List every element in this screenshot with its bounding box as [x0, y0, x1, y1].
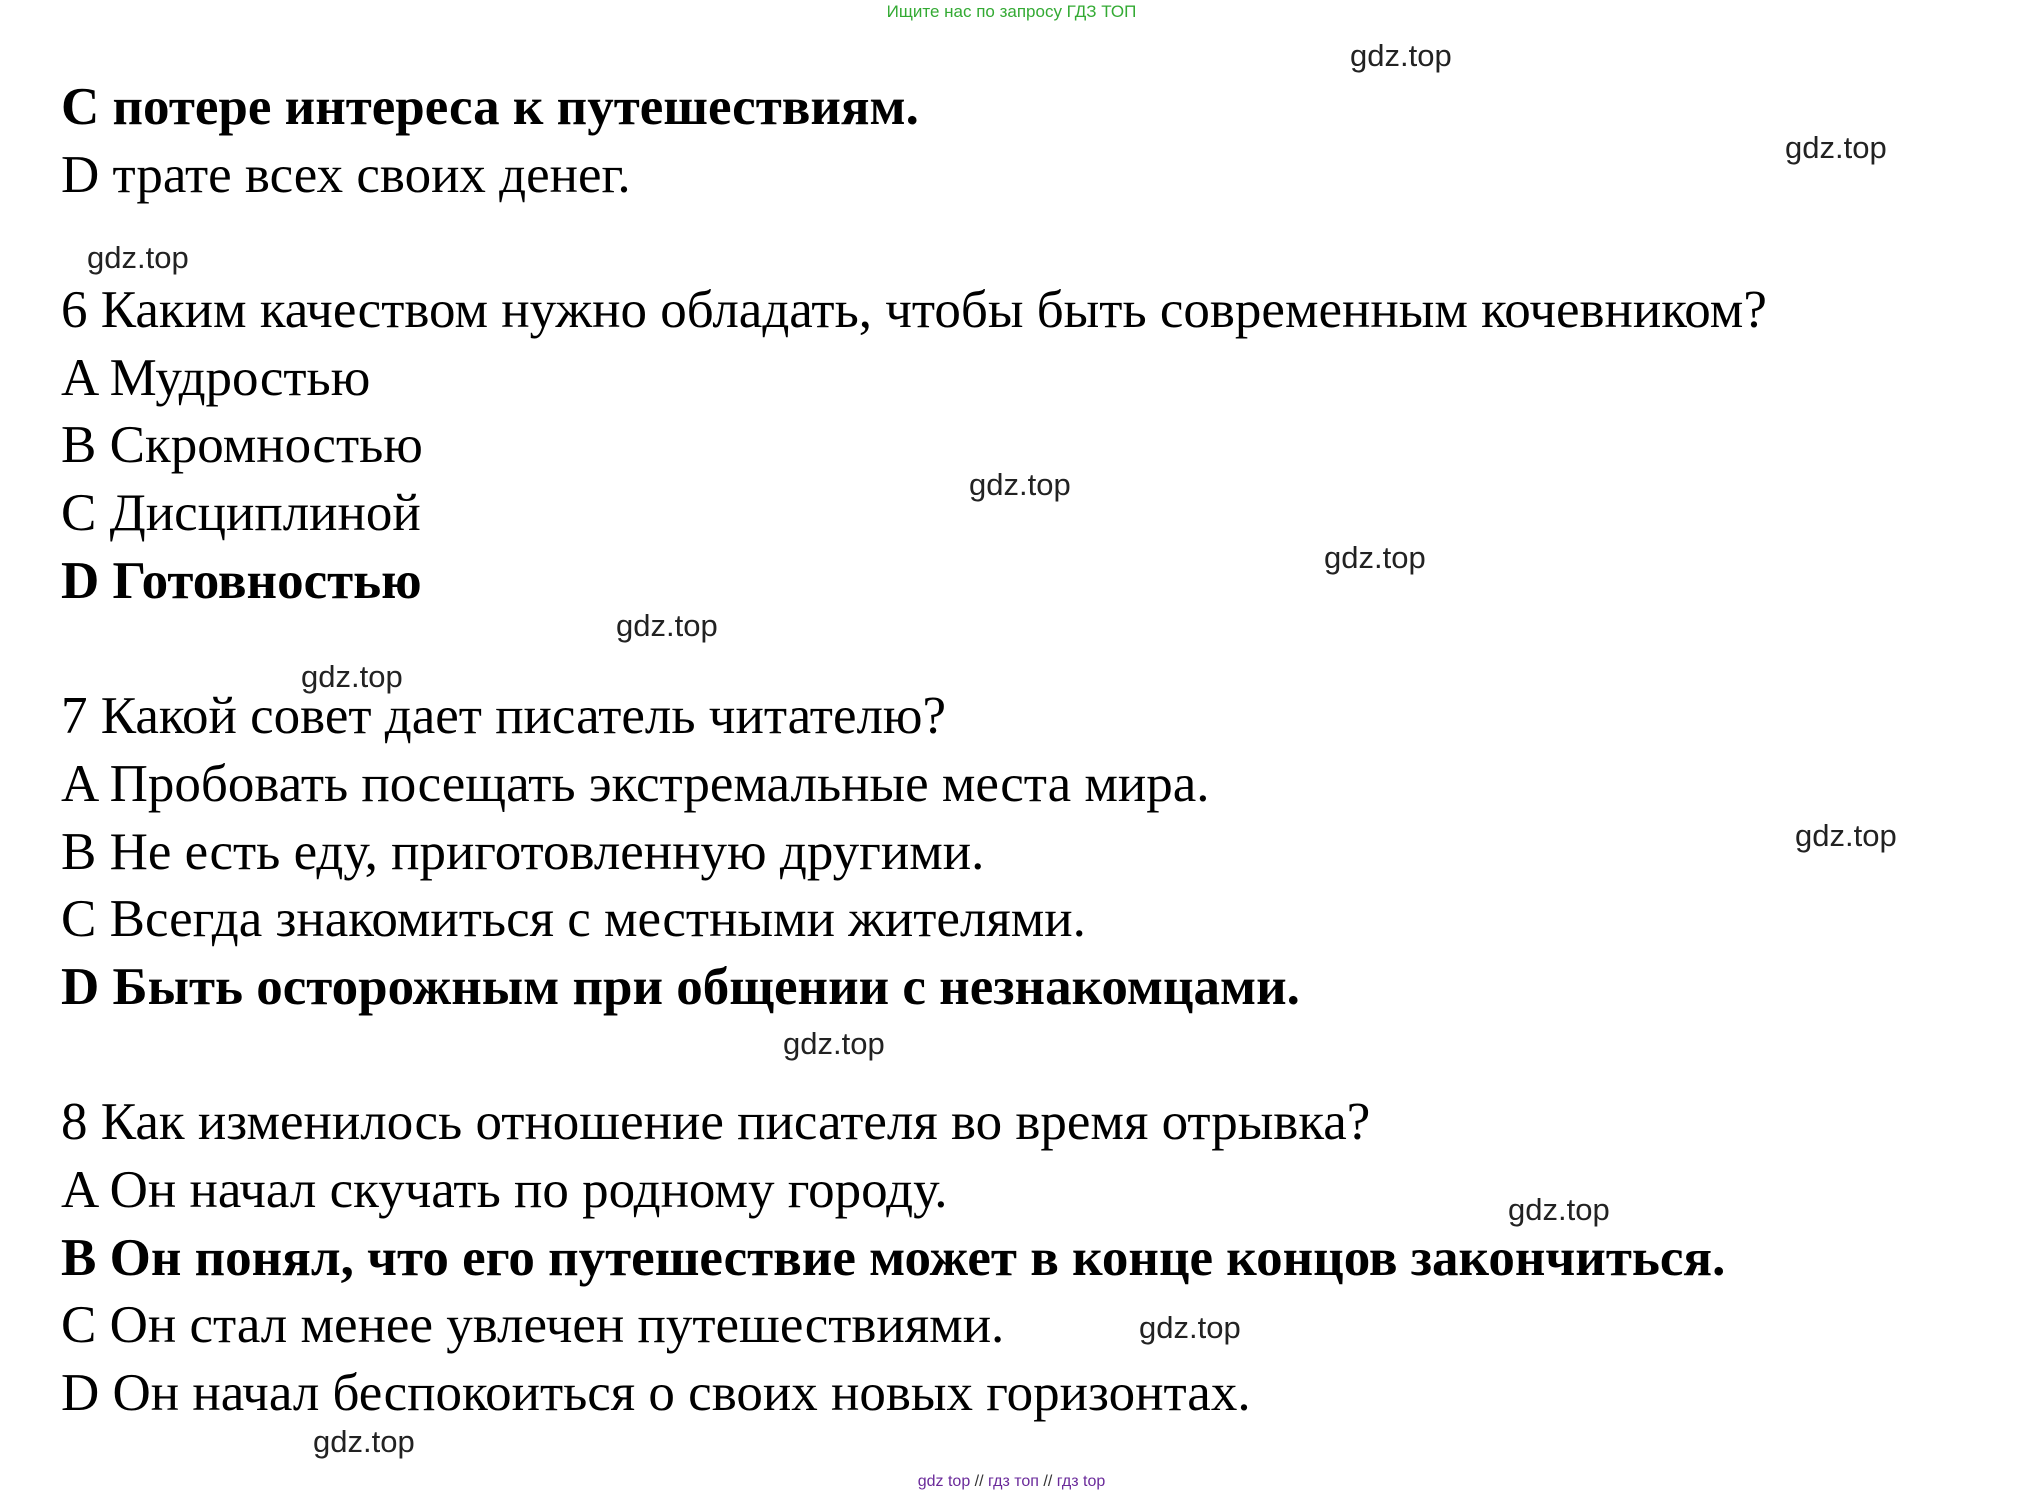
answer-line-q7-a: A Пробовать посещать экстремальные места мира. [61, 755, 1210, 813]
footer-separator: // [1043, 1473, 1053, 1490]
answer-line-q5-c: C потере интереса к путешествиям. [61, 78, 919, 136]
watermark: gdz.top [313, 1424, 415, 1459]
answer-line-q5-d: D трате всех своих денег. [61, 146, 631, 204]
answer-line-q7-c: C Всегда знакомиться с местными жителями. [61, 890, 1086, 948]
watermark: gdz.top [1795, 818, 1897, 853]
footer-separator: // [974, 1473, 984, 1490]
watermark: gdz.top [1350, 38, 1452, 73]
watermark: gdz.top [1508, 1192, 1610, 1227]
footer-link-gdz-top-mixed[interactable]: гдз top [1056, 1473, 1106, 1490]
watermark: gdz.top [969, 467, 1071, 502]
watermark: gdz.top [301, 659, 403, 694]
footer-link-gdz-top[interactable]: gdz top [917, 1473, 971, 1490]
watermark: gdz.top [1139, 1310, 1241, 1345]
answer-line-q8-c: C Он стал менее увлечен путешествиями. [61, 1296, 1005, 1354]
answer-line-q6-b: B Скромностью [61, 416, 423, 474]
answer-line-q6-d: D Готовностью [61, 552, 422, 610]
question-8: 8 Как изменилось отношение писателя во время отрывка? [61, 1093, 1371, 1151]
answer-line-q8-b: B Он понял, что его путешествие может в конце концов закончиться. [61, 1229, 1726, 1287]
answer-line-q7-b: B Не есть еду, приготовленную другими. [61, 823, 985, 881]
watermark: gdz.top [1785, 130, 1887, 165]
watermark: gdz.top [616, 608, 718, 643]
answer-line-q6-c: C Дисциплиной [61, 484, 421, 542]
question-7: 7 Какой совет дает писатель читателю? [61, 687, 947, 745]
watermark: gdz.top [87, 240, 189, 275]
answer-line-q8-d: D Он начал беспокоиться о своих новых горизонтах. [61, 1364, 1251, 1422]
question-6: 6 Каким качеством нужно обладать, чтобы быть современным кочевником? [61, 281, 1767, 339]
watermark: gdz.top [1324, 540, 1426, 575]
footer-link-gdz-top-ru[interactable]: гдз топ [988, 1473, 1039, 1490]
answer-line-q7-d: D Быть осторожным при общении с незнакомцами. [61, 958, 1300, 1016]
watermark: gdz.top [783, 1026, 885, 1061]
answer-line-q8-a: A Он начал скучать по родному городу. [61, 1161, 948, 1219]
answer-line-q6-a: A Мудростью [61, 349, 371, 407]
top-banner: Ищите нас по запросу ГДЗ ТОП [886, 2, 1137, 21]
footer-links [0, 1473, 2023, 1491]
